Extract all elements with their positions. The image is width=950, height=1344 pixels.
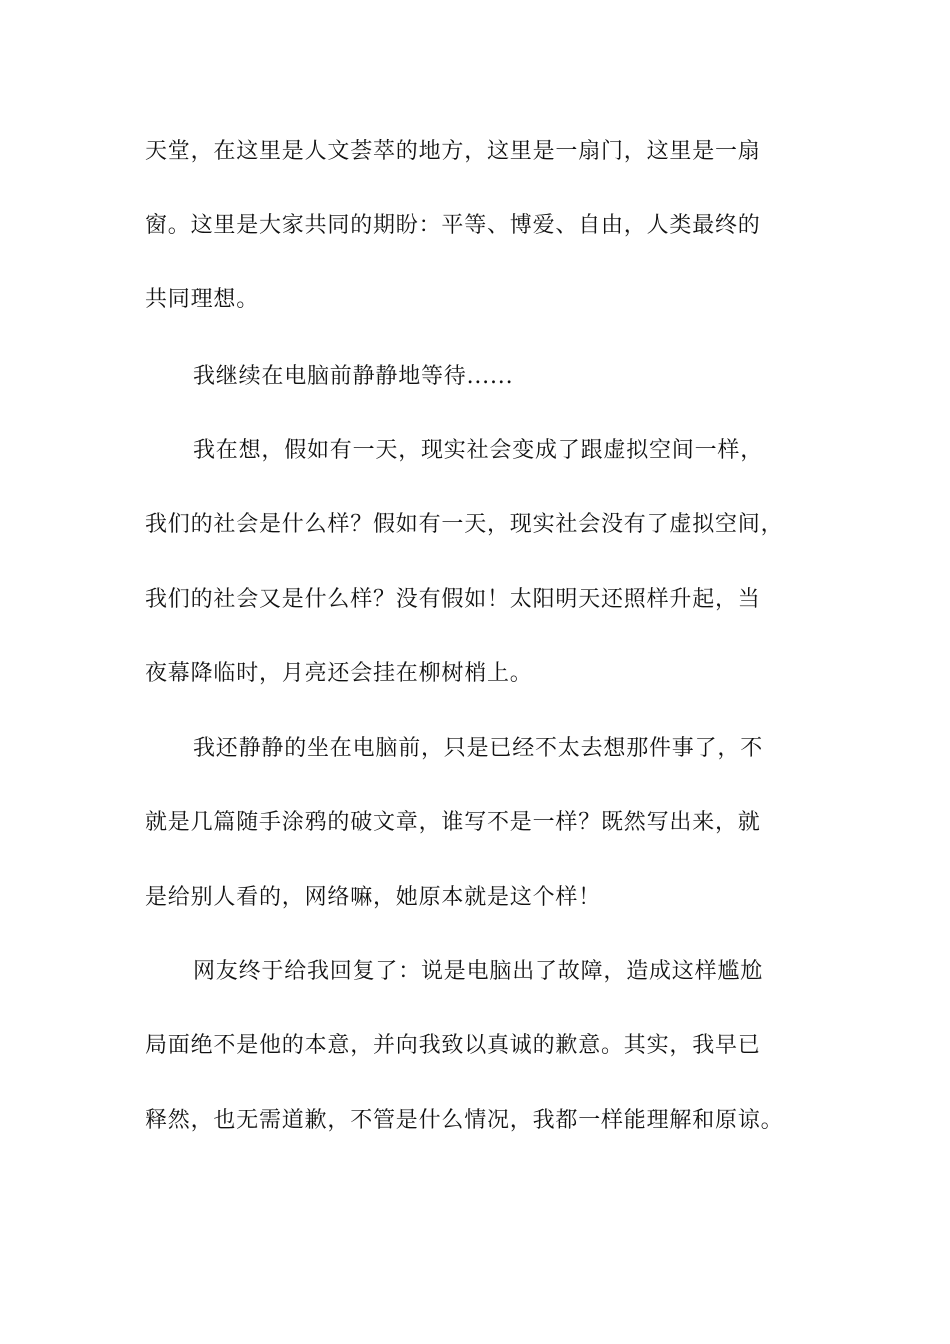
text-line: 就是几篇随手涂鸦的破文章，谁写不是一样？既然写出来，就 [145, 810, 761, 835]
text-line: 我继续在电脑前静静地等待...... [193, 364, 514, 389]
text-line: 我在想，假如有一天，现实社会变成了跟虚拟空间一样， [193, 438, 764, 463]
text-line: 我还静静的坐在电脑前，只是已经不太去想那件事了，不 [193, 736, 764, 761]
text-line: 是给别人看的，网络嘛，她原本就是这个样！ [145, 885, 602, 910]
text-line: 天堂，在这里是人文荟萃的地方，这里是一扇门，这里是一扇 [145, 139, 761, 164]
text-line: 释然，也无需道歉，不管是什么情况，我都一样能理解和原谅。 [145, 1108, 784, 1133]
text-line: 共同理想。 [145, 287, 260, 312]
text-line: 局面绝不是他的本意，并向我致以真诚的歉意。其实，我早已 [145, 1033, 761, 1058]
text-line: 夜幕降临时，月亮还会挂在柳树梢上。 [145, 661, 533, 686]
text-line: 网友终于给我回复了：说是电脑出了故障，造成这样尴尬 [193, 959, 764, 984]
text-line: 我们的社会又是什么样？没有假如！太阳明天还照样升起，当 [145, 587, 761, 612]
text-line: 窗。这里是大家共同的期盼：平等、博爱、自由，人类最终的 [145, 213, 761, 238]
text-line: 我们的社会是什么样？假如有一天，现实社会没有了虚拟空间， [145, 512, 784, 537]
